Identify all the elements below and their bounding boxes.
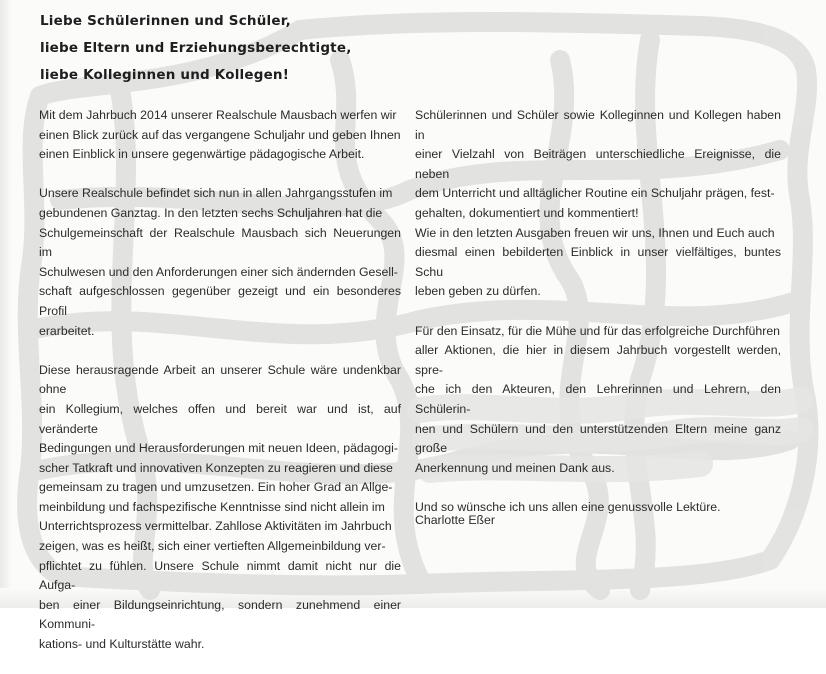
paragraph: Mit dem Jahrbuch 2014 unserer Realschule Mausbach werfen wir einen Blick zurück auf das vergangene Schuljahr und geben Ihnen einen Einblick in unsere gegenwärtige pädagogische Arbeit.: [39, 108, 401, 162]
paragraph: Unsere Realschule befindet sich nun in allen Jahrgangsstufen im gebundenen Ganztag. In den letzten sechs Schuljahren hat die Schulgemeinschaft der Realschule Mausbach sich Neuerungen im Schulwesen und den Anforderungen einer sich ändernden Gesell- schaft aufgeschlossen gegenüber gezeigt und ein besonderes Profil erarbeitet.: [39, 186, 401, 338]
paragraph: Diese herausragende Arbeit an unserer Schule wäre undenkbar ohne ein Kollegium, welches offen und bereit war und ist, auf veränderte Bedingungen und Herausforderungen mit neuen Ideen, pädagogi- scher Tatkraft und innovativen Konzepten zu reagieren und diese gemeinsam zu tragen und umzusetzen. Ein hoher Grad an Allge- meinbildung und fachspezifische Kenntnisse sind nicht allein im Unterrichtsprozess vermittelbar. Zahllose Aktivitäten im Jahrbuch zeigen, was es heißt, sich einer vertieften Allgemeinbildung ver- pflichtet zu fühlen. Unsere Schule nimmt damit nicht nur die Aufga- ben einer Bildungseinrichtung, sondern zunehmend einer Kommuni- kations- und Kulturstätte wahr.: [39, 362, 401, 652]
greeting-line: liebe Eltern und Erziehungsberechtigte,: [40, 40, 352, 56]
greeting-line: liebe Kolleginnen und Kollegen!: [40, 67, 290, 83]
left-text-column: [39, 106, 401, 674]
greeting-heading: [40, 8, 420, 89]
paragraph: Schülerinnen und Schüler sowie Kolleginnen und Kollegen haben in einer Vielzahl von Beiträgen unterschiedliche Ereignisse, die neben dem Unterricht und alltäglicher Routine ein Schuljahr prägen, fest- gehalten, dokumentiert und kommentiert! Wie in den letzten Ausgaben freuen wir uns, Ihnen und Euch auch diesmal einen bebilderten Einblick in unser vielfältiges, buntes Schu leben geben zu dürfen.: [415, 108, 781, 299]
signature-name: Charlotte Eßer: [415, 513, 495, 527]
greeting-line: Liebe Schülerinnen und Schüler,: [40, 13, 291, 29]
paragraph: Für den Einsatz, für die Mühe und für das erfolgreiche Durchführen aller Aktionen, die hier in diesem Jahrbuch vorgestellt werden, spre- che ich den Akteuren, den Lehrerinnen und Lehrern, den Schülerin- nen und Schülern und den unterstützenden Eltern meine ganz große Anerkennung und meinen Dank aus.: [415, 323, 781, 475]
paragraph: Und so wünsche ich uns allen eine genussvolle Lektüre.: [415, 499, 721, 514]
right-text-column: [415, 106, 781, 537]
